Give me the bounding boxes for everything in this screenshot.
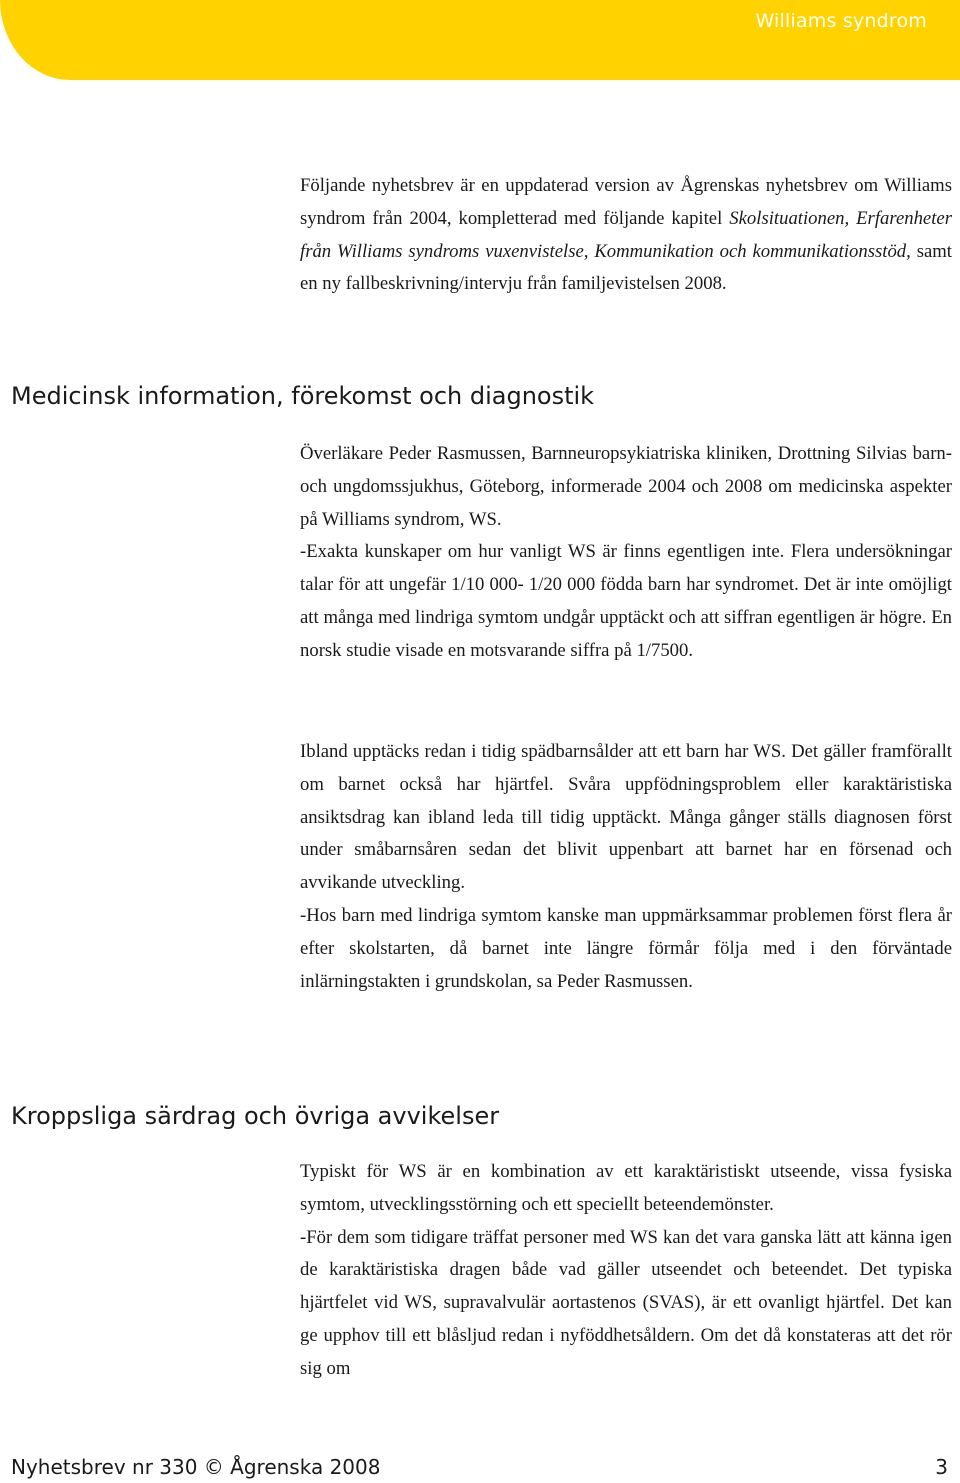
intro-chapter-list: Skolsituationen, Erfarenheter från Williams syndroms vuxenvistelse, Kommunikation och kommunikationsstöd [300, 207, 952, 262]
intro-paragraph [300, 170, 952, 301]
paragraph: Typiskt för WS är en kombination av ett karaktäristiskt utseende, vissa fysiska symtom, utvecklingsstörning och ett speciellt beteendemönster. [300, 1161, 952, 1215]
section-medical-body [300, 438, 952, 668]
intro-text [300, 170, 952, 301]
paragraph: -För dem som tidigare träffat personer med WS kan det vara ganska lätt att känna igen de karaktäristiska dragen både vad gäller utseendet och beteendet. Det typiska hjärtfelet vid WS, supravalvulär aortastenos (SVAS), är ett ovanligt hjärtfel. Det kan ge upphov till ett blåsljud redan i nyföddhetsåldern. Om det då konstateras att det rör sig om [300, 1226, 952, 1379]
section-physical-body [300, 1156, 952, 1386]
paragraph: Ibland upptäcks redan i tidig spädbarnsålder att ett barn har WS. Det gäller framförallt om barnet också har hjärtfel. Svåra uppfödningsproblem eller karaktäristiska ansiktsdrag kan ibland leda till tidig upptäckt. Många gånger ställs diagnosen först under småbarnsåren sedan det blivit uppenbart att barnet har en försenad och avvikande utveckling. [300, 741, 952, 894]
section-medical-body-2 [300, 736, 952, 998]
section-heading-physical: Kroppsliga särdrag och övriga avvikelser [11, 1102, 500, 1130]
page-number: 3 [935, 1455, 948, 1479]
intro-text-part1: Följande nyhetsbrev är en uppdaterad version av Ågrenskas nyhetsbrev om Williams syndrom från 2004, kompletterad med följande kapitel [300, 175, 952, 229]
intro-text-part2: , samt en ny fallbeskrivning/intervju från familjevistelsen 2008. [300, 240, 952, 295]
paragraph: -Exakta kunskaper om hur vanligt WS är finns egentligen inte. Flera undersökningar talar för att ungefär 1/10 000- 1/20 000 födda barn har syndromet. Det är inte omöjligt att många med lindriga symtom undgår upptäckt och att siffran egentligen är högre. En norsk studie visade en motsvarande siffra på 1/7500. [300, 541, 952, 661]
section-heading-medical: Medicinsk information, förekomst och diagnostik [11, 382, 595, 410]
footer-publication: Nyhetsbrev nr 330 © Ågrenska 2008 [11, 1455, 381, 1479]
paragraph: Överläkare Peder Rasmussen, Barnneuropsykiatriska kliniken, Drottning Silvias barn- och ungdomssjukhus, Göteborg, informerade 2004 och 2008 om medicinska aspekter på Williams syndrom, WS. [300, 443, 952, 530]
running-header-title: Williams syndrom [755, 10, 927, 32]
paragraph: -Hos barn med lindriga symtom kanske man uppmärksammar problemen först flera år efter skolstarten, då barnet inte längre förmår följa med i den förväntade inlärningstakten i grundskolan, sa Peder Rasmussen. [300, 904, 952, 992]
